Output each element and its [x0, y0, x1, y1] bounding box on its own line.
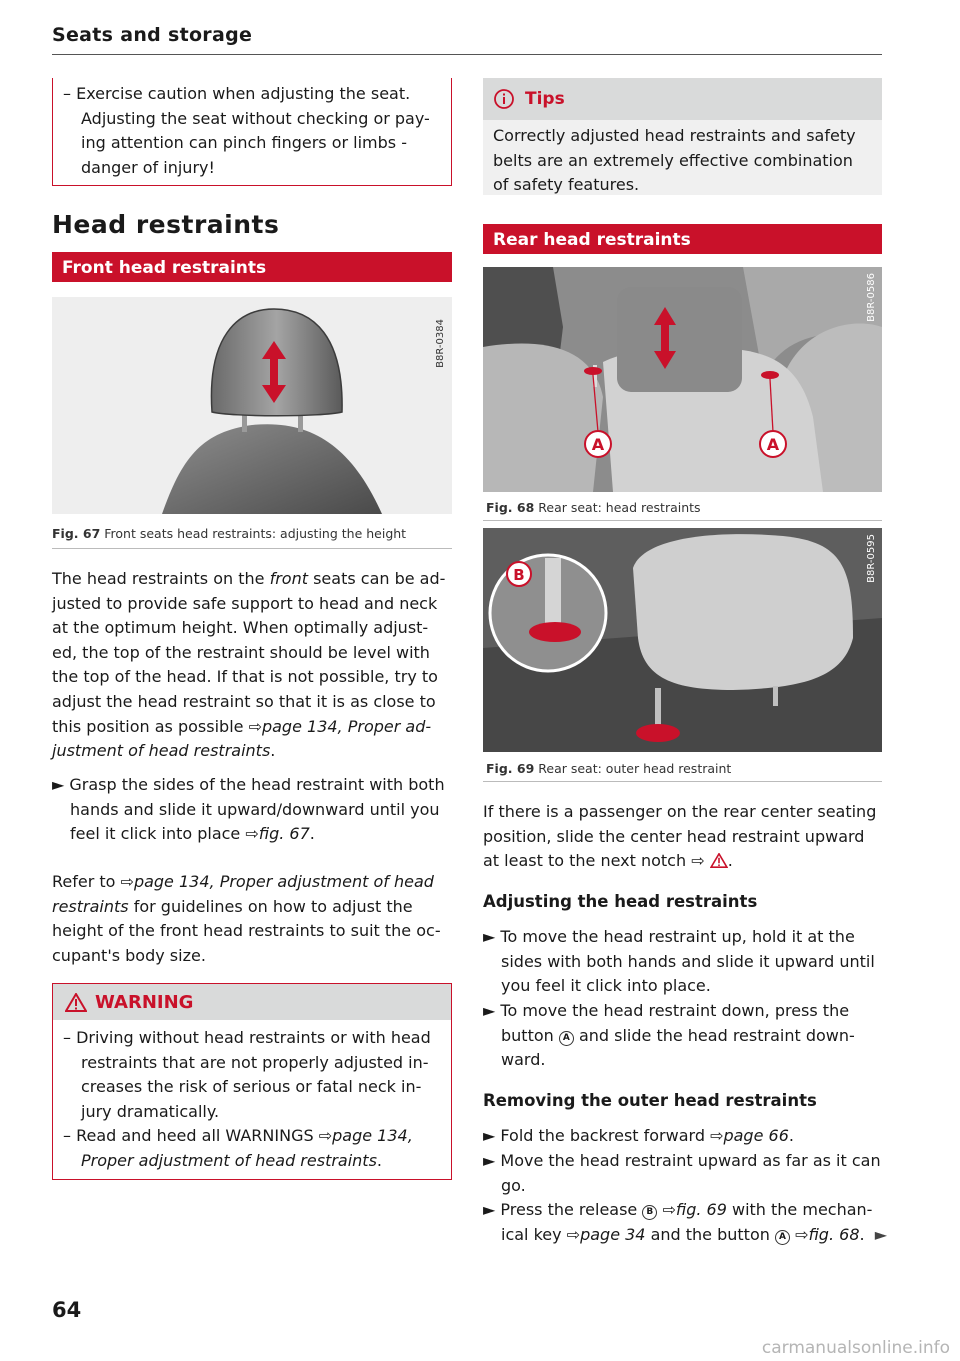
callout-a-inline-2: A [775, 1230, 790, 1245]
tips-body: Correctly adjusted head restraints and safety belts are an extremely effective combination of safety features. [493, 126, 856, 195]
link-fig-68[interactable]: fig. 68 [808, 1224, 860, 1244]
adjust-bullet-2: ► To move the head restraint down, press the button A and slide the head restraint down- ward. [483, 1001, 855, 1070]
link-page-134-c[interactable]: page 134, [332, 1126, 413, 1146]
remove-bullet-3: ► Press the release B ⇨fig. 69 with the mechan- ical key ⇨page 34 and the button A ⇨fig. 68. ► [483, 1200, 888, 1244]
front-paragraph: The head restraints on the front seats can be ad- justed to provide safe support to head and neck at the optimum height. When optimally adjust- ed, the top of the restraint should be level with the top of the head. If that is not possible, try to adjust the head restraint so that it is as close to this position as possible ⇨page 134, Proper ad- justment of head restraints. [52, 569, 446, 761]
warning-title: WARNING [95, 991, 194, 1013]
front-section-title: Front head restraints [62, 258, 267, 278]
watermark: carmanualsonline.info [761, 1338, 950, 1358]
figure-68-code: B8R-0586 [866, 273, 877, 322]
figure-68-image [483, 267, 882, 492]
continue-arrow-icon: ► [874, 1224, 888, 1244]
remove-bullet-2: ► Move the head restraint upward as far as it can go. [483, 1151, 881, 1195]
header-rule [52, 54, 882, 55]
page-number: 64 [52, 1298, 82, 1322]
warning-body: – Driving without head restraints or with head restraints that are not properly adjusted in- creases the risk of serious or fatal neck in- jury dramatically. – Read and heed all WARNINGS ⇨page 134, Proper adjustment of head restraints. [63, 1028, 431, 1170]
tips-header [483, 78, 882, 120]
callout-a-right: A [766, 435, 780, 454]
link-fig-67[interactable]: fig. 67 [258, 824, 310, 844]
rear-section-title: Rear head restraints [493, 230, 691, 250]
callout-b: B [513, 566, 525, 584]
rear-headrests-illustration [483, 267, 882, 492]
adjusting-heading: Adjusting the head restraints [483, 892, 758, 911]
outer-headrest-illustration [483, 528, 882, 752]
section-header: Seats and storage [52, 24, 253, 46]
figure-69-caption: Fig. 69 Rear seat: outer head restraint [486, 761, 732, 776]
info-icon [493, 88, 515, 110]
callout-a-inline: A [559, 1031, 574, 1046]
remove-bullet-1: ► Fold the backrest forward ⇨page 66. [483, 1126, 794, 1145]
caption-rule-69 [483, 781, 882, 782]
warning-line: – Exercise caution when adjusting the seat. Adjusting the seat without checking or pay- ing attention can pinch fingers or limbs - danger of injury! [63, 84, 430, 177]
callout-b-inline: B [642, 1205, 657, 1220]
front-headrest-illustration [52, 297, 452, 514]
warning-continuation-box [52, 78, 452, 186]
head-restraints-title: Head restraints [52, 210, 280, 239]
refer-paragraph: Refer to ⇨page 134, Proper adjustment of head restraints for guidelines on how to adjust the height of the front head restraints to suit the oc- cupant's body size. [52, 872, 441, 965]
caption-rule [52, 548, 452, 549]
link-fig-69[interactable]: fig. 69 [675, 1200, 727, 1219]
warning-ref-icon [710, 853, 728, 868]
figure-68-caption: Fig. 68 Rear seat: head restraints [486, 500, 701, 515]
front-bullet: ► Grasp the sides of the head restraint with both hands and slide it upward/downward until you feel it click into place ⇨fig. 67. [52, 775, 445, 844]
figure-67-caption: Fig. 67 Front seats head restraints: adjusting the height [52, 526, 407, 541]
rear-paragraph: If there is a passenger on the rear center seating position, slide the center head restraint upward at least to the next notch ⇨ . [483, 802, 877, 871]
figure-67-image [52, 297, 452, 514]
figure-69-code: B8R-0595 [866, 534, 877, 583]
warning-header [53, 984, 451, 1020]
link-page-134[interactable]: page 134, Proper ad- [261, 716, 432, 736]
tips-box [483, 78, 882, 195]
link-page-34[interactable]: page 34 [580, 1224, 646, 1244]
figure-67-code: B8R-0384 [435, 319, 446, 368]
callout-a-left: A [591, 435, 605, 454]
tips-title: Tips [525, 89, 565, 109]
adjust-bullet-1: ► To move the head restraint up, hold it at the sides with both hands and slide it upward until you feel it click into place. [483, 927, 875, 996]
link-page-66[interactable]: page 66 [723, 1126, 789, 1145]
figure-69-image [483, 528, 882, 752]
link-page-134-b[interactable]: page 134, Proper adjustment of head [133, 872, 434, 891]
warning-triangle-icon [65, 993, 87, 1012]
caption-rule-68 [483, 520, 882, 521]
front-head-restraints-bar [52, 252, 452, 282]
rear-head-restraints-bar [483, 224, 882, 254]
warning-box [52, 983, 452, 1180]
removing-heading: Removing the outer head restraints [483, 1091, 817, 1110]
